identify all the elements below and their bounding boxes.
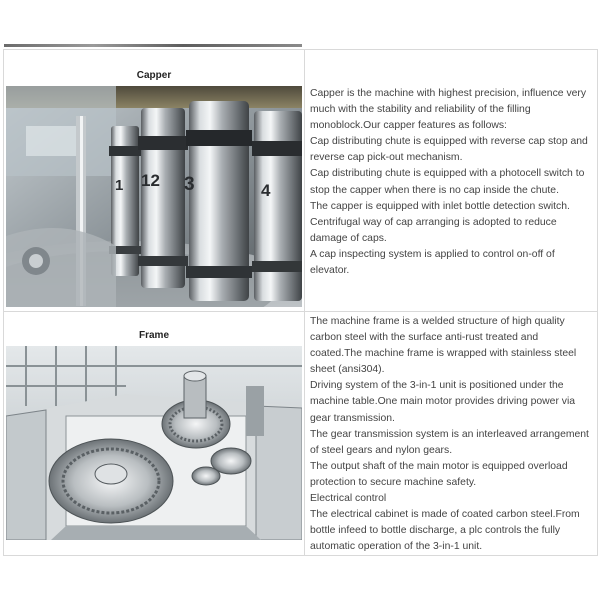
frame-paragraph: The output shaft of the main motor is equipped overload protection to secure machine safety. bbox=[310, 460, 568, 488]
capper-paragraph: Centrifugal way of cap arranging is adopted to reduce damage of caps. bbox=[310, 216, 557, 244]
capper-photo bbox=[6, 86, 302, 307]
frame-paragraph: Electrical control bbox=[310, 493, 387, 505]
spec-table bbox=[3, 49, 598, 556]
capper-text-cell bbox=[305, 50, 598, 312]
frame-paragraph: The gear transmission system is an interleaved arrangement of steel gears and nylon gears. bbox=[310, 428, 589, 456]
frame-photo bbox=[6, 346, 302, 540]
frame-row bbox=[4, 312, 598, 556]
frame-machine-illustration bbox=[6, 346, 302, 540]
capper-machine-illustration bbox=[6, 86, 302, 307]
capper-head-label-1: 1 bbox=[115, 177, 124, 194]
capper-head-label-12: 12 bbox=[141, 171, 160, 190]
capper-paragraph: The capper is equipped with inlet bottle detection switch. bbox=[310, 200, 570, 212]
frame-title: Frame bbox=[138, 330, 169, 341]
capper-image-cell bbox=[4, 50, 305, 312]
capper-paragraph: Capper is the machine with highest precision, influence very much with the stability and reliability of the filling monoblock.Our capper features as follows: bbox=[310, 88, 587, 132]
top-image-strip bbox=[4, 44, 302, 47]
frame-description bbox=[305, 312, 597, 555]
capper-title: Capper bbox=[136, 70, 172, 81]
capper-paragraph: Cap distributing chute is equipped with a photocell switch to stop the capper when there is no cap inside the chute. bbox=[310, 168, 585, 196]
capper-paragraph: Cap distributing chute is equipped with reverse cap stop and reverse cap pick-out mechanism. bbox=[310, 136, 588, 164]
frame-image-cell bbox=[4, 312, 305, 556]
frame-paragraph: The electrical cabinet is made of coated carbon steel.From bottle infeed to bottle discharge, a plc controls the fully automatic operation of the 3-in-1 unit. bbox=[310, 509, 580, 553]
capper-head-label-3: 3 bbox=[184, 174, 195, 195]
capper-head-label-4: 4 bbox=[261, 181, 271, 200]
frame-paragraph: Driving system of the 3-in-1 unit is positioned under the machine table.One main motor provides driving power via gear transmission. bbox=[310, 380, 576, 424]
capper-description bbox=[305, 50, 597, 279]
frame-text-cell bbox=[305, 312, 598, 556]
capper-row bbox=[4, 50, 598, 312]
frame-paragraph: The machine frame is a welded structure of high quality carbon steel with the surface anti-rust treated and coated.The machine frame is wrapped with stainless steel sheet (ansi304). bbox=[310, 316, 577, 376]
capper-paragraph: A cap inspecting system is applied to control on-off of elevator. bbox=[310, 248, 555, 277]
